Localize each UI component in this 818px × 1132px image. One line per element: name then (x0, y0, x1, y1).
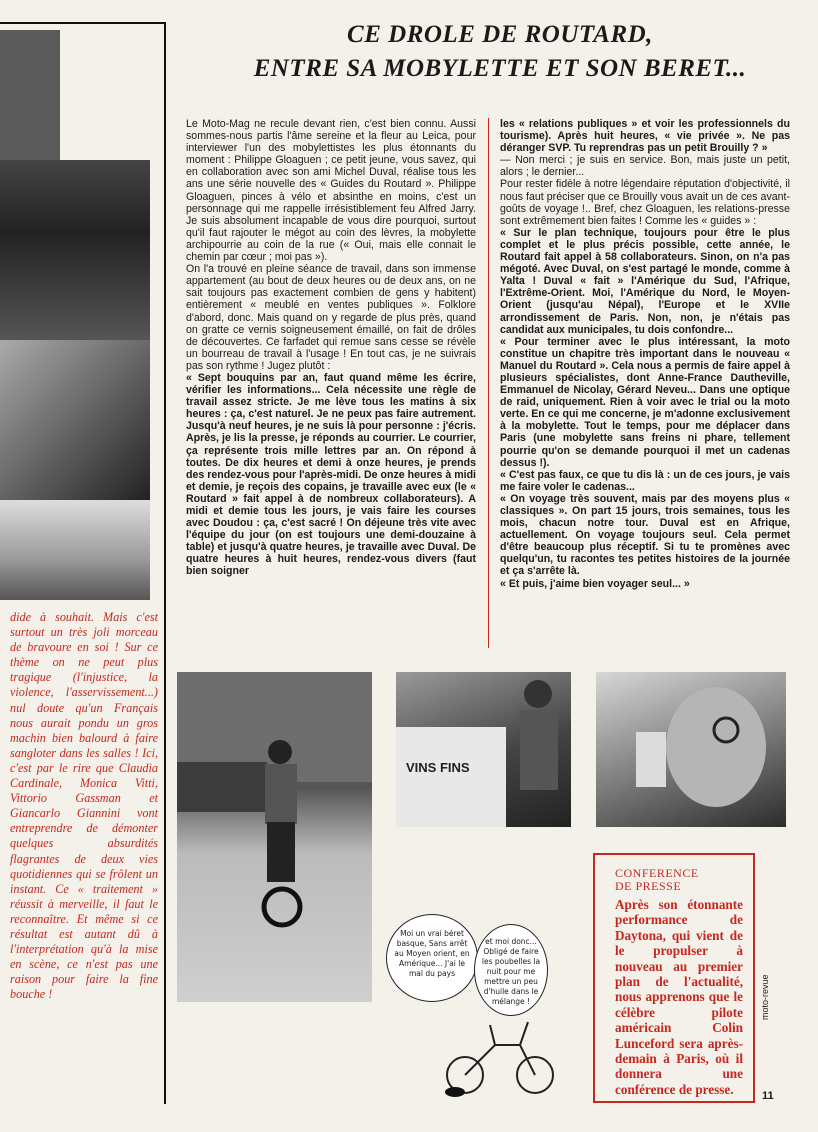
column-divider (488, 118, 489, 648)
paragraph: « Sur le plan technique, toujours pour être le plus complet et le plus précis possible, cette année, le Routard fait appel à 58 collaborateurs. Sinon, on n'a pas mégoté. Avec Duval, on s'est partagé le monde, comme à Yalta ! Duval « fait » l'Amérique du Sud, l'Afrique, l'Extrême-Orient. Moi, l'Amérique du Nord, le Moyen-Orient (jusqu'au Népal), l'Europe et le XVIIe arrondissement de Paris. Non, non, je n'étais pas candidat aux municipales, tu dois confondre... (500, 226, 790, 336)
page-number: 11 (762, 1090, 774, 1102)
speech-bubble-2: et moi donc... Obligé de faire les poubelles la nuit pour me mettre un peu d'huile dans le mélange ! (474, 924, 548, 1016)
paragraph: « On voyage très souvent, mais par des moyens plus « classiques ». On part 15 jours, trois semaines, tous les mois, chacun notre tour. Duval est en Afrique, actuellement. On voyage toujours seul. Cela permet d'être beaucoup plus réceptif. Si tu te promènes avec quelqu'un, tu racontes tes petites histoires de la journée et ça s'arrête là. (500, 492, 790, 578)
title-line-1: CE DROLE DE ROUTARD, (347, 21, 653, 48)
photo-man-by-van (396, 672, 571, 827)
mobylette-rider-silhouette (177, 672, 372, 1002)
box-heading (615, 867, 743, 893)
paragraph: « Et puis, j'aime bien voyager seul... » (500, 577, 690, 590)
paragraph: — Non merci ; je suis en service. Bon, mais juste un petit, alors ; le dernier... (500, 154, 790, 179)
photo-man-on-mobylette (177, 672, 372, 1002)
cartoon-sketch (380, 910, 580, 1100)
box-body: Après son étonnante performance de Daytona, qui vient de le propulser à nouveau au premier plan de l'actualité, nous apprenons que le célèbre pilote américain Colin Lunceford sera après-demain à Paris, où il donnera une conférence de presse. (615, 897, 743, 1097)
box-heading-line-1: CONFERENCE (615, 866, 699, 880)
paragraph: Le Moto-Mag ne recule devant rien, c'est bien connu. Aussi sommes-nous partis l'âme sereine et la fleur au Leica, pour interviewer l'un des mobylettistes les plus étonnants du moment : Philippe Gloaguen ; ce petit jeune, vous savez, qui en collaboration avec son ami Michel Duval, réalise tous les ans une série nouvelle des « Guides du Routard ». Philippe Gloaguen, pinces à vélo et absinthe en moins, c'est un personnage qui me rappelle irrésistiblement feu Alfred Jarry. Je suis absolument incapable de vous dire pourquoi, surtout qu'il faut rajouter le mégot au coin des lèvres, la mobylette archipourrie au coin de la rue (« Oui, mais elle connait le chemin par cœur ; moi pas »). (186, 118, 476, 264)
box-heading-line-2: DE PRESSE (615, 879, 682, 893)
article-column-2 (500, 118, 790, 590)
magazine-name: moto-revue (760, 974, 770, 1020)
film-still-photo-actress (0, 500, 150, 600)
paragraph: On l'a trouvé en pleine séance de travail, dans son immense appartement (au bout de deux heures ou de deux ans, on ne sait toujours pas exactement combien de gens y habitent) entièrement « meublé en ventes publiques ». Folklore d'abord, donc. Mais quand on y regarde de plus près, quand on gratte ce vernis soigneusement émaillé, on fait de drôles de découvertes. Ce farfadet qui remue sans cesse se révèle un bourreau de travail à l'usage ! En tout cas, je ne suivrais pas son rythme ! Jugez plutôt : (186, 263, 476, 372)
paragraph: « Sept bouquins par an, faut quand même les écrire, vérifier les informations... Cela nécessite une règle de travail assez stricte. Je me lève tous les matins à six heures : ça, c'est naturel. Je ne peux pas faire autrement. Jusqu'à neuf heures, je ne suis là pour personne : j'écris. Après, je lis la presse, je réponds au courrier. Le courrier, ça représente trois mille lettres par an. On répond à toutes. De dix heures et demi à onze heures, je prends des rendez-vous pour l'après-midi. De onze heures à midi et demie, je reçois des copains, je travaille avec eux (le « Routard » fait appel à de nombreux collaborateurs). A midi et demie tous les jours, je vais faire les courses avec Doudou : ça, c'est sacré ! On déjeune très vite avec l'équipe du jour (on est toujours une demi-douzaine à table) et jusqu'à quatre heures, je travaille avec Duval. De quatre heures à huit heures, rendez-vous divers (faut bien soigner (186, 371, 476, 578)
paragraph: Pour rester fidèle à notre légendaire réputation d'objectivité, il nous faut préciser que ce Brouilly vous avait un de ces avant-goûts de voyage !.. Bref, chez Gloaguen, les relations-presse sont extrêmement bien faites ! Comme les « guides » : (500, 178, 790, 227)
film-still-photo-interior (0, 340, 150, 500)
title-line-2: ENTRE SA MOBYLETTE ET SON BERET... (253, 55, 747, 82)
van-scene (396, 672, 571, 827)
paragraph: « Pour terminer avec le plus intéressant, la moto constitue un chapitre très important dans le nouveau « Manuel du Routard ». Cela nous a permis de faire appel à plusieurs spécialistes, dont Anne-France Dautheville, Emmanuel de Nicolay, Gérard Neveu... Dans une optique de raid, uniquement. Rien à voir avec le trial ou la moto verte. En ce qui me concerne, je m'adonne exclusivement à la mobylette. Tout le temps, pour me déplacer dans Paris (une mobylette sans freins ni phare, tellement pourrie qu'on se demande pourquoi il met un cadenas dessus !). (500, 335, 790, 469)
paragraph: les « relations publiques » et voir les professionnels du tourisme). Après huit heures, « vie privée ». Ne pas déranger SVP. Tu reprendras pas un petit Brouilly ? » (500, 118, 790, 155)
svg-text:VINS FINS: VINS FINS (406, 760, 470, 775)
article-column-1 (186, 118, 476, 578)
speech-bubble-1: Moi un vrai béret basque, Sans arrêt au Moyen orient, en Amérique... J'ai le mal du pays (386, 914, 478, 1002)
film-still-photo-top (0, 30, 60, 160)
photo-man-drinking (596, 672, 786, 827)
film-still-photo-actor (0, 160, 150, 340)
press-conference-box (593, 853, 755, 1103)
drinking-portrait (596, 672, 786, 827)
article-title (210, 18, 790, 86)
paragraph: « C'est pas faux, ce que tu dis là : un de ces jours, je vais me faire voler le cadenas... (500, 468, 790, 493)
mobylette-drawing-icon (440, 1010, 560, 1100)
film-review-text: dide à souhait. Mais c'est surtout un très joli morceau de bravoure en soi ! Sur ce thème on ne peut plus tragique (l'injustice, la violence, l'asservissement...) nul doute qu'un Français nous aurait pondu un gros machin bien balourd à faire sangloter dans les salles ! Ici, c'est par le rire que Claudia Cardinale, Monica Vitti, Vittorio Gassman et Giancarlo Giannini vont entreprendre de démonter quelques absurdités flagrantes de deux vies quotidiennes qui se frôlent un instant. Ce « traitement » réussit à merveille, il faut le reconnaître. Et même si ce résultat est autant dû à l'interprétation qu'à la mise en scène, ce n'est pas une raison pour faire la fine bouche ! (10, 610, 158, 1002)
